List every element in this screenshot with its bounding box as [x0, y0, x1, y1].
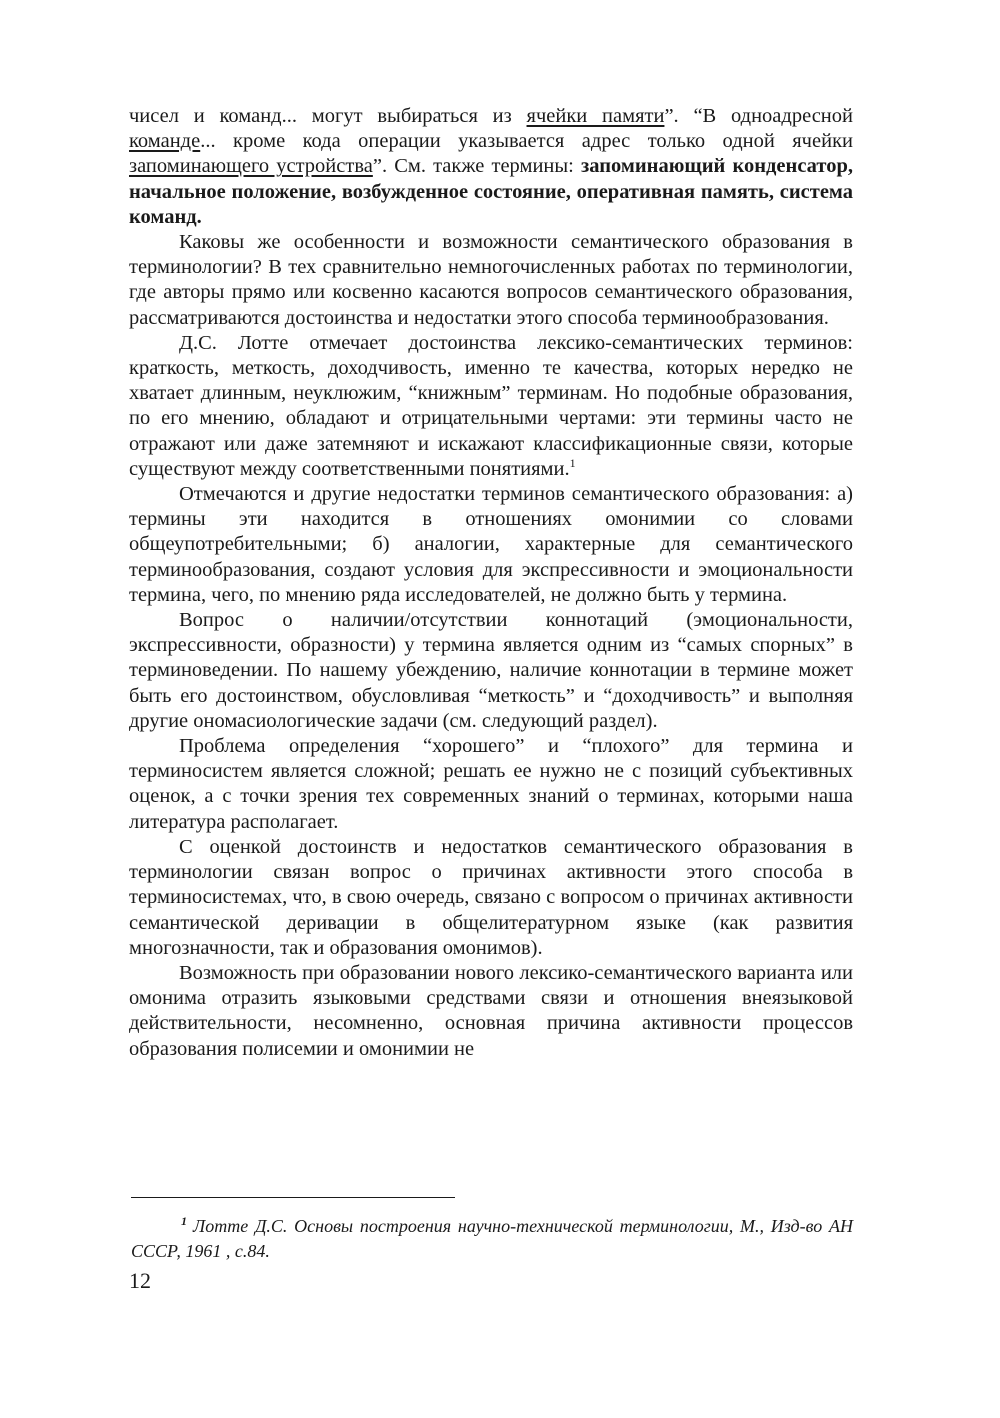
paragraph-continuation — [129, 104, 853, 230]
footnote-mark: 1 — [181, 1214, 187, 1228]
term-link-command: команде — [129, 130, 201, 153]
see-also-terms: запоминающий конденсатор, начальное положение, возбужденное состояние, оперативная память, система команд. — [129, 155, 853, 228]
p0-text-3: ... кроме кода операции указывается адрес только одной ячейки — [200, 130, 853, 153]
term-link-memory-cell: ячейки памяти — [526, 105, 665, 127]
paragraph: Каковы же особенности и возможности семантического образования в терминологии? В тех сравнительно немногочисленных работах по терминологии, где авторы прямо или косвенно касаются вопросов семантического образования, рассматриваются достоинства и недостатки этого способа терминообразования. — [129, 231, 853, 329]
footnote-text: Лотте Д.С. Основы построения научно-технической терминологии, М., Изд-во АН СССР, 1961 , с.84. — [131, 1216, 853, 1261]
paragraph — [129, 331, 853, 482]
paragraph: Вопрос о наличии/отсутствии коннотаций (эмоциональности, экспрессивности, образности) у термина является одним из “самых спорных” в терминоведении. По нашему убеждению, наличие коннотации в термине может быть его достоинством, обусловливая “меткость” и “доходчивость” и выполняя другие ономасиологические задачи (см. следующий раздел). — [129, 609, 853, 732]
footnote-reference: 1 — [569, 456, 576, 471]
paragraph-text: Д.С. Лотте отмечает достоинства лексико-семантических терминов: краткость, меткость, доходчивость, именно те качества, которых нередко не хватает длинным, неуклюжим, “книжным” терминам. Но подобные образования, по его мнению, обладают и отрицательными чертами: эти термины часто не отражают или даже затемняют и искажают классификационные связи, которые существуют между соответственными понятиями. — [129, 331, 853, 480]
term-link-storage-device: запоминающего устройства — [129, 155, 373, 178]
footnote-divider — [131, 1197, 455, 1198]
body-text — [129, 104, 853, 1062]
paragraph: Возможность при образовании нового лексико-семантического варианта или омонима отразить языковыми средствами связи и отношения внеязыковой действительности, несомненно, основная причина активности процессов образования полисемии и омонимии не — [129, 961, 853, 1060]
paragraph: С оценкой достоинств и недостатков семантического образования в терминологии связан вопрос о причинах активности этого способа в терминосистемах, что, в свою очередь, связано с вопросом о причинах активности семантической деривации в общелитературном языке (как развития многозначности, так и образования омонимов). — [129, 835, 853, 959]
page-number: 12 — [129, 1268, 151, 1293]
p0-text-1: чисел и команд... могут выбираться из — [129, 105, 527, 127]
paragraph: Отмечаются и другие недостатки терминов семантического образования: а) термины эти находится в отношениях омонимии со словами общеупотребительными; б) аналогии, характерные для семантического терминообразования, создают условия для экспрессивности и эмоциональности термина, чего, по мнению ряда исследователей, не должно быть у термина. — [129, 483, 853, 606]
p0-text-4: ”. См. также термины: — [372, 155, 581, 178]
footnote — [131, 1214, 853, 1264]
p0-text-2: ”. “В одноадресной — [664, 105, 853, 127]
paragraph: Проблема определения “хорошего” и “плохого” для термина и терминосистем является сложной; решать ее нужно не с позиций субъективных оценок, а с точки зрения тех современных знаний о терминах, которыми наша литература располагает. — [129, 735, 853, 833]
